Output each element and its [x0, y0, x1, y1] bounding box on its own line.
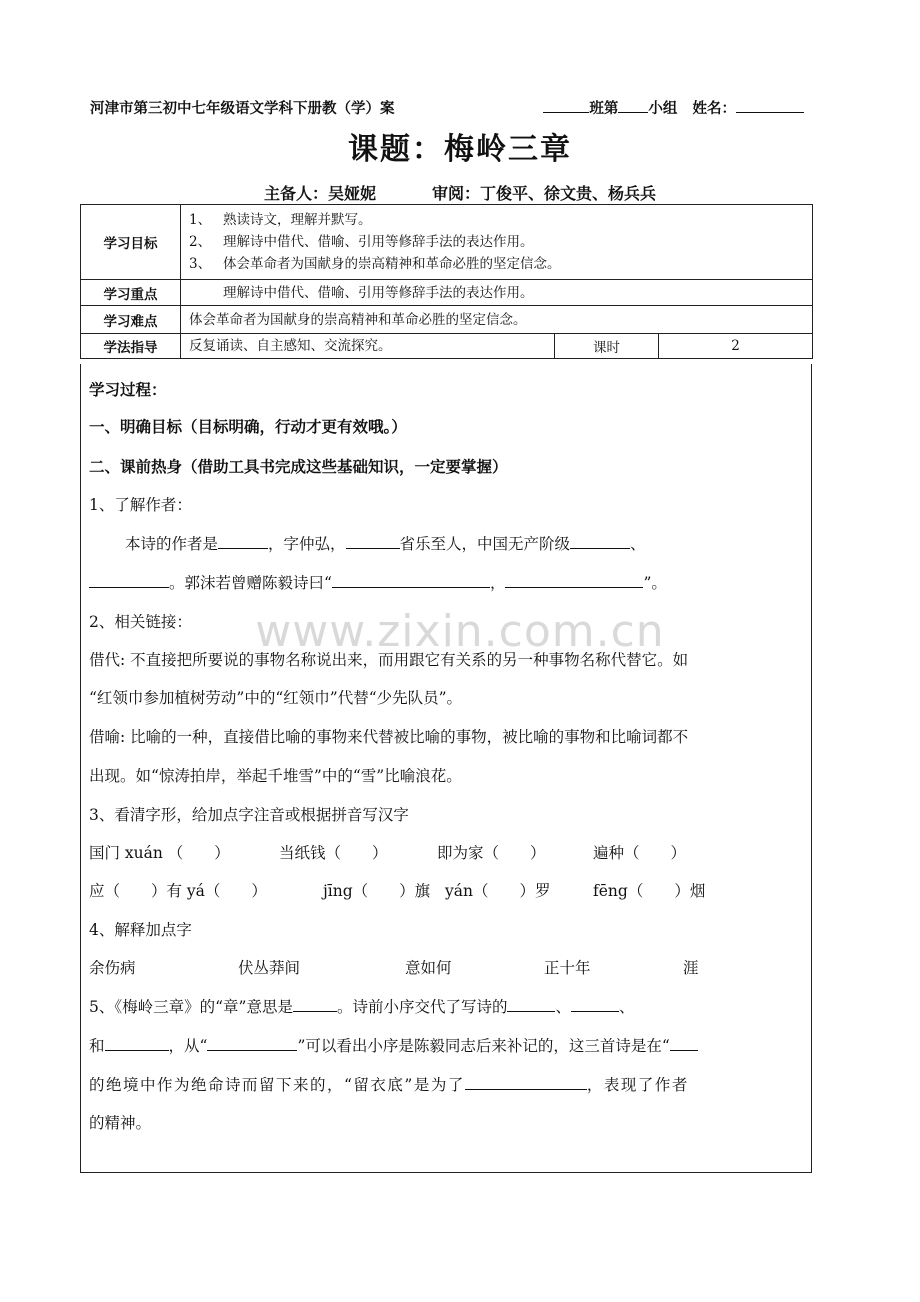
q4-word: 涯	[683, 959, 699, 977]
q3-item[interactable]: 应（ ）有 yá（ ）	[89, 882, 267, 900]
identity-blank-1[interactable]	[570, 533, 630, 549]
zhang-meaning-blank[interactable]	[293, 996, 337, 1012]
watermark: www.zixin.com.cn	[255, 606, 665, 657]
q2-line4: 出现。如“惊涛拍岸，举起千堆雪”中的“雪”比喻浪花。	[89, 767, 462, 785]
poem-blank-2[interactable]	[505, 572, 643, 588]
province-blank[interactable]	[346, 533, 400, 549]
q5-line4: 的精神。	[89, 1114, 152, 1132]
reviewers: 审阅：丁俊平、徐文贵、杨兵兵	[432, 184, 657, 203]
q3-title: 3、看清字形，给加点字注音或根据拼音写汉字	[89, 806, 409, 824]
hours-value: 2	[659, 334, 813, 359]
section-warmup: 二、课前热身（借助工具书完成这些基础知识，一定要掌握）	[89, 458, 508, 476]
name-label: 姓名：	[692, 101, 736, 117]
q5-line1: 5、《梅岭三章》的“章”意思是 。诗前小序交代了写诗的 、 、	[89, 998, 635, 1016]
learning-process	[80, 364, 812, 1173]
student-info	[543, 97, 804, 118]
q3-item[interactable]: fēng（ ）烟	[593, 882, 706, 900]
difficulty-text: 体会革命者为国献身的崇高精神和革命必胜的坚定信念。	[181, 306, 813, 334]
goals-label: 学习目标	[81, 205, 181, 280]
key-row	[81, 280, 813, 306]
q4-title: 4、解释加点字	[89, 921, 192, 939]
poem-blank-1[interactable]	[332, 572, 490, 588]
preface-blank-2[interactable]	[571, 996, 619, 1012]
lesson-meta-table	[80, 204, 813, 359]
q4-word: 正十年	[544, 959, 591, 977]
q3-item[interactable]: jīng（ ）旗	[323, 882, 431, 900]
section-clear-goals: 一、明确目标（目标明确，行动才更有效哦。）	[89, 418, 407, 436]
q4-word: 伏丛莽间	[238, 959, 301, 977]
situation-blank[interactable]	[670, 1035, 698, 1051]
lesson-title: 课题：梅岭三章	[348, 132, 572, 167]
identity-blank-2[interactable]	[89, 572, 169, 588]
authors-line	[0, 181, 920, 204]
preface-blank-3[interactable]	[105, 1035, 169, 1051]
q1-line2: 。郭沫若曾赠陈毅诗曰“ ， ”。	[89, 571, 667, 593]
q2-title: 2、相关链接：	[89, 613, 192, 631]
author-name-blank[interactable]	[218, 533, 268, 549]
q4-word: 余伤病	[89, 959, 136, 977]
difficulty-label: 学习难点	[81, 306, 181, 334]
goal-item: 1、 熟读诗文，理解并默写。	[189, 212, 372, 228]
method-row	[81, 334, 813, 359]
q2-line1: 借代: 不直接把所要说的事物名称说出来，而用跟它有关系的另一种事物名称代替它。如	[89, 651, 689, 669]
quote-blank[interactable]	[207, 1035, 297, 1051]
preface-blank-1[interactable]	[507, 996, 555, 1012]
class-blank[interactable]	[543, 98, 589, 113]
q4-word: 意如何	[405, 959, 452, 977]
school-course-title: 河津市第三初中七年级语文学科下册教（学）案	[90, 101, 395, 117]
group-suffix: 小组	[648, 101, 678, 117]
q3-item[interactable]: 遍种（ ）	[593, 844, 687, 862]
group-blank[interactable]	[618, 98, 648, 113]
preparer: 主备人：吴娅妮	[263, 184, 376, 203]
goal-item: 3、 体会革命者为国献身的崇高精神和革命必胜的坚定信念。	[189, 256, 561, 272]
name-blank[interactable]	[736, 98, 804, 113]
q5-line2: 和 ，从“ ”可以看出小序是陈毅同志后来补记的，这三首诗是在“	[89, 1034, 698, 1056]
q1-title: 1、了解作者：	[89, 496, 192, 514]
q2-line2: “红领巾参加植树劳动”中的“红领巾”代替“少先队员”。	[89, 689, 463, 707]
goal-item: 2、 理解诗中借代、借喻、引用等修辞手法的表达作用。	[189, 234, 534, 250]
q3-item[interactable]: yán（ ）罗	[445, 882, 551, 900]
purpose-blank[interactable]	[465, 1074, 587, 1090]
q1-line1: 本诗的作者是 ，字仲弘， 省乐至人，中国无产阶级 、	[125, 535, 646, 553]
hours-label: 课时	[555, 334, 659, 359]
document-header	[90, 97, 810, 119]
q3-item[interactable]: 国门 xuán （ ）	[89, 844, 230, 862]
q3-item[interactable]: 即为家（ ）	[437, 844, 546, 862]
goals-row	[81, 205, 813, 280]
process-heading: 学习过程：	[89, 381, 167, 399]
method-text: 反复诵读、自主感知、交流探究。	[181, 334, 555, 359]
difficulty-row	[81, 306, 813, 334]
key-label: 学习重点	[81, 280, 181, 306]
q5-line3: 的绝境中作为绝命诗而留下来的，“留衣底”是为了 ，表现了作者	[89, 1076, 689, 1094]
method-label: 学法指导	[81, 334, 181, 359]
key-text: 理解诗中借代、借喻、引用等修辞手法的表达作用。	[181, 280, 813, 306]
q3-item[interactable]: 当纸钱（ ）	[279, 844, 388, 862]
class-suffix: 班第	[589, 101, 619, 117]
q2-line3: 借喻: 比喻的一种，直接借比喻的事物来代替被比喻的事物，被比喻的事物和比喻词都不	[89, 728, 689, 746]
goals-cell	[181, 205, 813, 280]
